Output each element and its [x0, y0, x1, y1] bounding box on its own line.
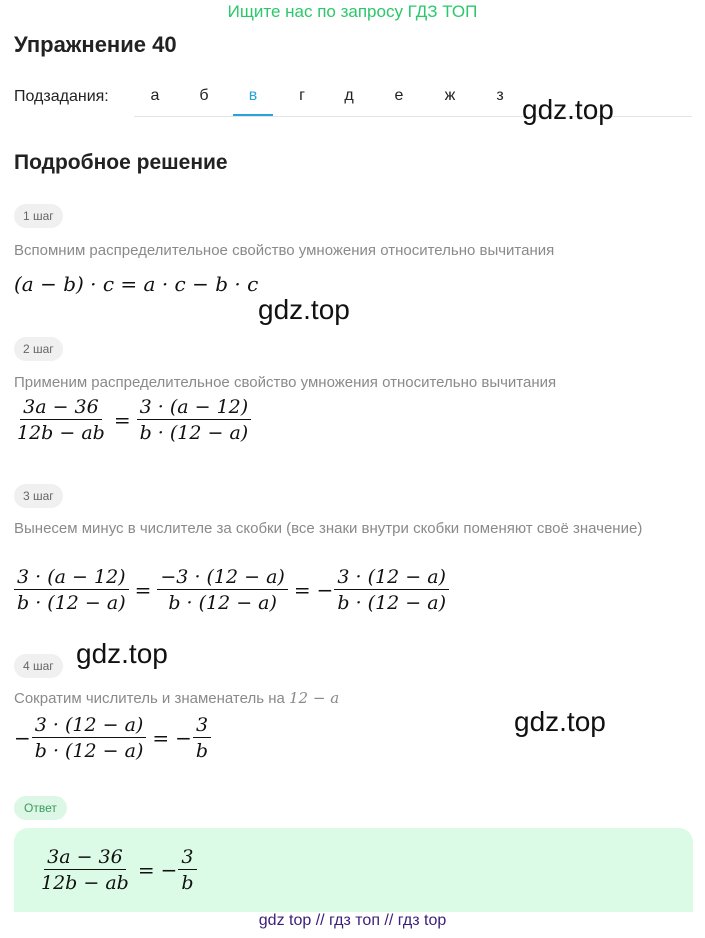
tab-e[interactable]: е	[394, 87, 404, 104]
denominator: b · (12 − a)	[34, 740, 144, 762]
watermark: gdz.top	[514, 706, 606, 737]
watermark: gdz.top	[76, 638, 168, 669]
answer-badge: Ответ	[14, 796, 67, 820]
tab-zh[interactable]: ж	[444, 87, 456, 104]
denominator: 12b − ab	[17, 422, 105, 444]
fraction	[157, 566, 287, 614]
step-3-badge: 3 шаг	[14, 484, 63, 508]
tab-b[interactable]: б	[199, 87, 209, 104]
denominator: 12b − ab	[41, 872, 129, 894]
tab-g[interactable]: г	[299, 87, 305, 104]
denominator: b · (12 − a)	[168, 592, 277, 614]
equals-sign: =	[134, 578, 152, 602]
denominator: b · (12 − a)	[139, 422, 249, 444]
numerator: 3 · (12 − a)	[334, 566, 449, 590]
section-title: Подробное решение	[14, 151, 228, 174]
fraction	[137, 396, 252, 444]
tab-v[interactable]: в	[233, 86, 273, 116]
minus-sign: −	[14, 726, 31, 750]
equals-sign: =	[137, 858, 155, 882]
equals-sign: =	[113, 408, 131, 432]
numerator: 3	[193, 714, 211, 738]
fraction	[178, 846, 196, 894]
numerator: 3	[178, 846, 196, 870]
denominator: b	[195, 740, 209, 762]
numerator: 3 · (12 − a)	[32, 714, 147, 738]
step-4-text-label: Сократим числитель и знаменатель на	[14, 690, 285, 707]
tab-a[interactable]: а	[150, 87, 160, 104]
footer-links: gdz top // гдз топ // гдз top	[258, 912, 447, 929]
equals-sign: =	[152, 726, 170, 750]
minus-sign: −	[160, 858, 178, 882]
equals-sign: =	[293, 578, 311, 602]
subtasks-label: Подзадания:	[14, 88, 109, 105]
step-3-formula	[14, 566, 449, 614]
watermark: gdz.top	[522, 94, 614, 125]
page-title: Упражнение 40	[14, 32, 177, 57]
minus-sign: −	[316, 578, 334, 602]
step-1-badge: 1 шаг	[14, 204, 63, 228]
numerator: −3 · (12 − a)	[157, 566, 287, 590]
numerator: 3a − 36	[44, 846, 126, 870]
fraction	[193, 714, 211, 762]
top-banner: Ищите нас по запросу ГДЗ ТОП	[227, 2, 478, 21]
step-3-text: Вынесем минус в числителе за скобки (все знаки внутри скобки поменяют своё значение)	[14, 520, 643, 537]
denominator: b · (12 − a)	[337, 592, 447, 614]
fraction	[334, 566, 449, 614]
fraction	[32, 714, 147, 762]
step-1-text: Вспомним распределительное свойство умножения относительно вычитания	[14, 242, 555, 259]
numerator: 3 · (a − 12)	[137, 396, 252, 420]
tab-z[interactable]: з	[496, 87, 504, 104]
step-2-badge: 2 шаг	[14, 337, 63, 361]
denominator: b · (12 − a)	[17, 592, 126, 614]
fraction	[38, 846, 132, 894]
numerator: 3a − 36	[20, 396, 102, 420]
watermark: gdz.top	[258, 294, 350, 325]
fraction	[14, 396, 108, 444]
fraction	[14, 566, 129, 614]
tab-d[interactable]: д	[344, 87, 354, 104]
step-1-formula: (a − b) · c = a · c − b · c	[14, 272, 259, 296]
minus-sign: −	[175, 726, 192, 750]
denominator: b	[181, 872, 194, 894]
answer-formula	[38, 846, 197, 894]
step-4-formula	[14, 714, 211, 762]
step-2-text: Применим распределительное свойство умножения относительно вычитания	[14, 374, 557, 391]
answer-box	[14, 828, 693, 912]
step-2-formula	[14, 396, 251, 444]
numerator: 3 · (a − 12)	[14, 566, 129, 590]
step-4-badge: 4 шаг	[14, 654, 63, 678]
step-4-text-math: 12 − a	[289, 689, 340, 707]
